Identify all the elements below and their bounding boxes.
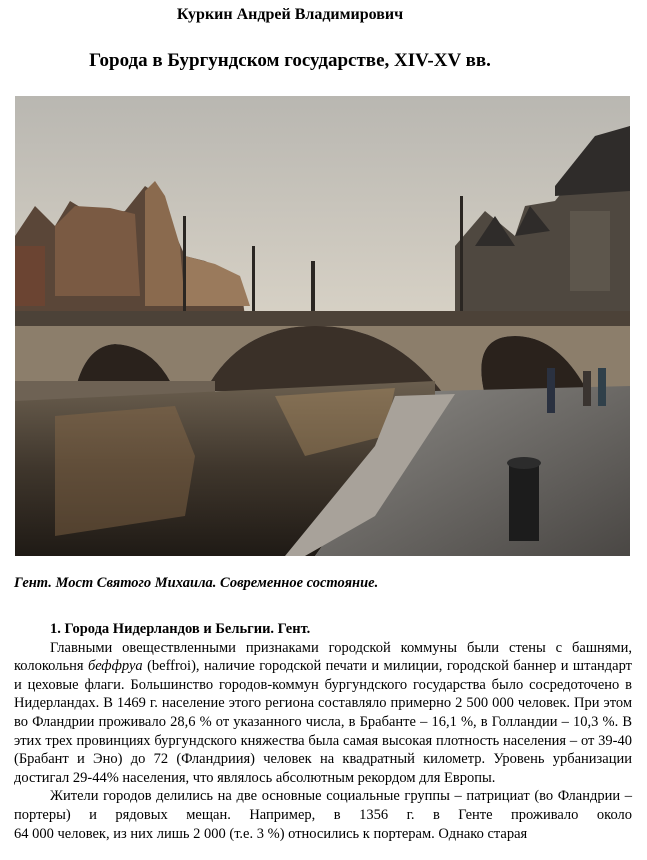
paragraph-1-part-b: (beffroi), наличие городской печати и милиции, городской баннер и штандарт и цеховые флаги. Большинство городов-коммун бургундского государства было сосредоточено в Нидерландах. В 1469 г. население этого региона составляло примерно 2 500 000 человек. При этом во Фландрии проживало 28,6 % от указанного числа, в Брабанте – 16,1 %, в Голландии – 10,3 %. В этих трех провинциях бургундского княжества была самая высокая плотность населения – от 39-40 (Брабант и Эно) до 72 (Фландриия) человек на квадратный километр. Уровень урбанизации достигал 29-44% населения, что являлось абсолютным рекордом для Европы. [14, 658, 633, 786]
section-heading: 1. Города Нидерландов и Бельгии. Гент. [50, 621, 311, 637]
figure-caption: Гент. Мост Святого Михаила. Современное состояние. [14, 575, 379, 591]
body-text [14, 620, 632, 843]
paragraph-1-part-a: Главными овеществленными признаками городской коммуны были стены с башнями, колокольня [14, 639, 632, 675]
document-title: Города в Бургундском государстве, XIV-XV вв. [89, 50, 491, 71]
paragraph-2: Жители городов делились на две основные социальные группы – патрициат (во Фландрии – портеры) и рядовых мещан. Например, в 1356 г. в Генте проживало около [14, 788, 632, 823]
author-name: Куркин Андрей Владимирович [176, 6, 404, 23]
paragraph-1 [14, 639, 632, 788]
paragraph-2-continued: 64 000 человек, из них лишь 2 000 (т.е. 3 %) относились к портерам. Однако старая [14, 825, 528, 842]
term-beffroi: беффруа [87, 658, 143, 675]
ghent-bridge-photo [15, 96, 630, 556]
